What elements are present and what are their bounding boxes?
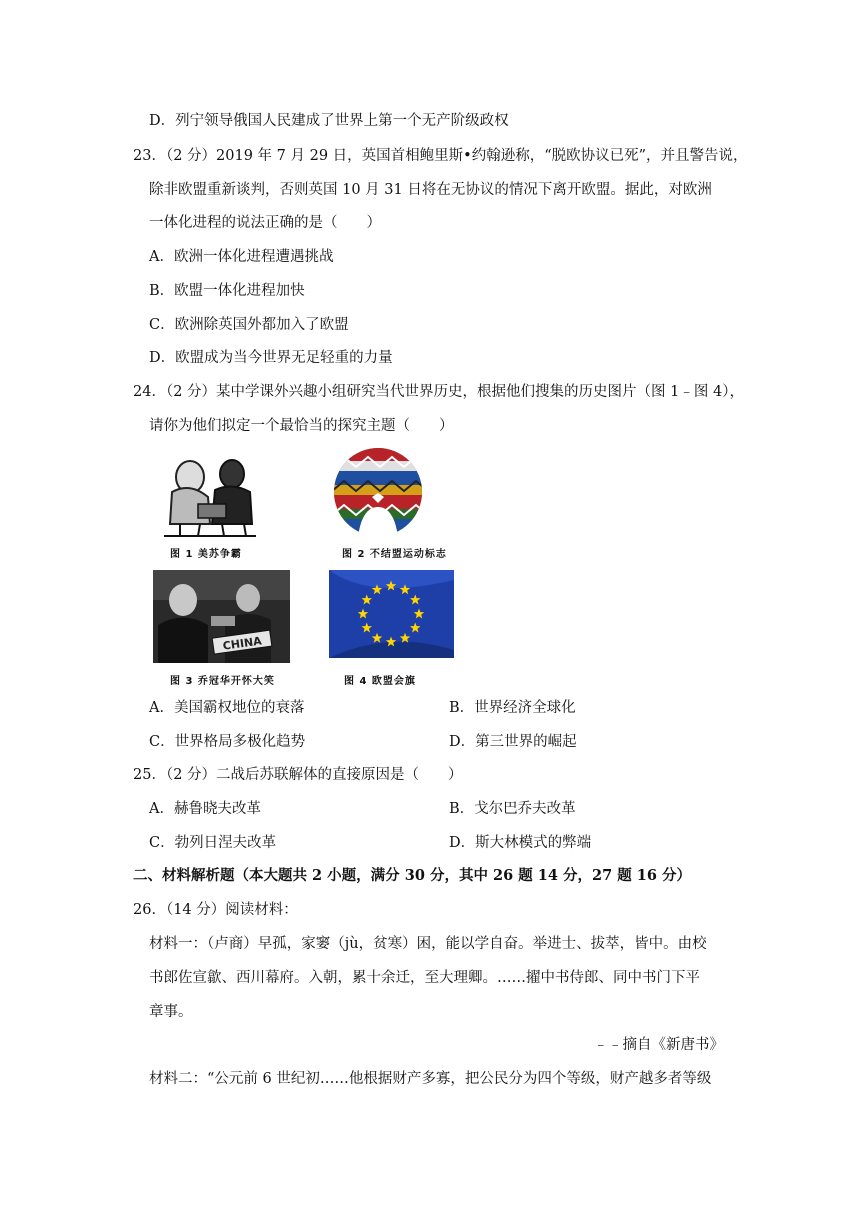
- q26-material2-line1: 材料二：“公元前 6 世纪初……他根据财产多寡，把公民分为四个等级，财产越多者等级: [149, 1071, 712, 1087]
- q26-stem: 26．（14 分）阅读材料：: [133, 902, 298, 918]
- figure-3-sign: CHINA: [221, 634, 263, 653]
- q23-option-b: B．欧盟一体化进程加快: [149, 283, 305, 299]
- q25-option-a: A．赫鲁晓夫改革: [149, 801, 261, 817]
- q23-stem-line3: 一体化进程的说法正确的是（ ）: [149, 215, 381, 231]
- q25-stem: 25．（2 分）二战后苏联解体的直接原因是（ ）: [133, 767, 463, 783]
- section-2-title: 二、材料解析题（本大题共 2 小题，满分 30 分，其中 26 题 14 分，27 题 16 分）: [133, 867, 692, 884]
- q23-option-d: D．欧盟成为当今世界无足轻重的力量: [149, 350, 393, 366]
- figure-3-photo: [153, 570, 290, 663]
- q23-stem-line1: 23．（2 分）2019 年 7 月 29 日，英国首相鲍里斯•约翰逊称，“脱欧协议已死”，并且警告说，: [133, 148, 748, 164]
- q26-material1-line3: 章事。: [149, 1004, 193, 1020]
- q24-option-b: B．世界经济全球化: [449, 700, 576, 716]
- q24-stem-line2: 请你为他们拟定一个最恰当的探究主题（ ）: [149, 418, 454, 434]
- q24-stem-line1: 24．（2 分）某中学课外兴趣小组研究当代世界历史，根据他们搜集的历史图片（图 1﹣图 4），: [133, 384, 744, 400]
- q26-material1-line2: 书郎佐宣歙、西川幕府。入朝，累十余迁，至大理卿。……擢中书侍郎、同中书门下平: [149, 970, 700, 986]
- q24-option-d: D．第三世界的崛起: [449, 734, 577, 750]
- q24-option-a: A．美国霸权地位的衰落: [149, 700, 305, 716]
- q22-option-d: D．列宁领导俄国人民建成了世界上第一个无产阶级政权: [149, 113, 509, 129]
- q26-material1-source: ﹣﹣摘自《新唐书》: [593, 1037, 724, 1053]
- figure-1-caption: 图 1 美苏争霸: [170, 549, 242, 560]
- q25-option-b: B．戈尔巴乔夫改革: [449, 801, 576, 817]
- q23-option-c: C．欧洲除英国外都加入了欧盟: [149, 317, 349, 333]
- q23-stem-line2: 除非欧盟重新谈判，否则英国 10 月 31 日将在无协议的情况下离开欧盟。据此，对欧洲: [149, 182, 712, 198]
- figure-1-cartoon: [160, 452, 260, 540]
- figure-2-caption: 图 2 不结盟运动标志: [342, 549, 447, 560]
- figure-4-caption: 图 4 欧盟会旗: [344, 676, 416, 687]
- figure-3-caption: 图 3 乔冠华开怀大笑: [170, 676, 275, 687]
- q26-material1-line1: 材料一：（卢商）早孤，家窭（jù，贫寒）困，能以学自奋。举进士、拔萃，皆中。由校: [149, 936, 707, 952]
- figure-4-eu-flag: [329, 570, 454, 658]
- q25-option-c: C．勃列日涅夫改革: [149, 835, 277, 851]
- q25-option-d: D．斯大林模式的弊端: [449, 835, 592, 851]
- q24-option-c: C．世界格局多极化趋势: [149, 734, 306, 750]
- figure-2-logo: [332, 447, 424, 537]
- q23-option-a: A．欧洲一体化进程遭遇挑战: [149, 249, 334, 265]
